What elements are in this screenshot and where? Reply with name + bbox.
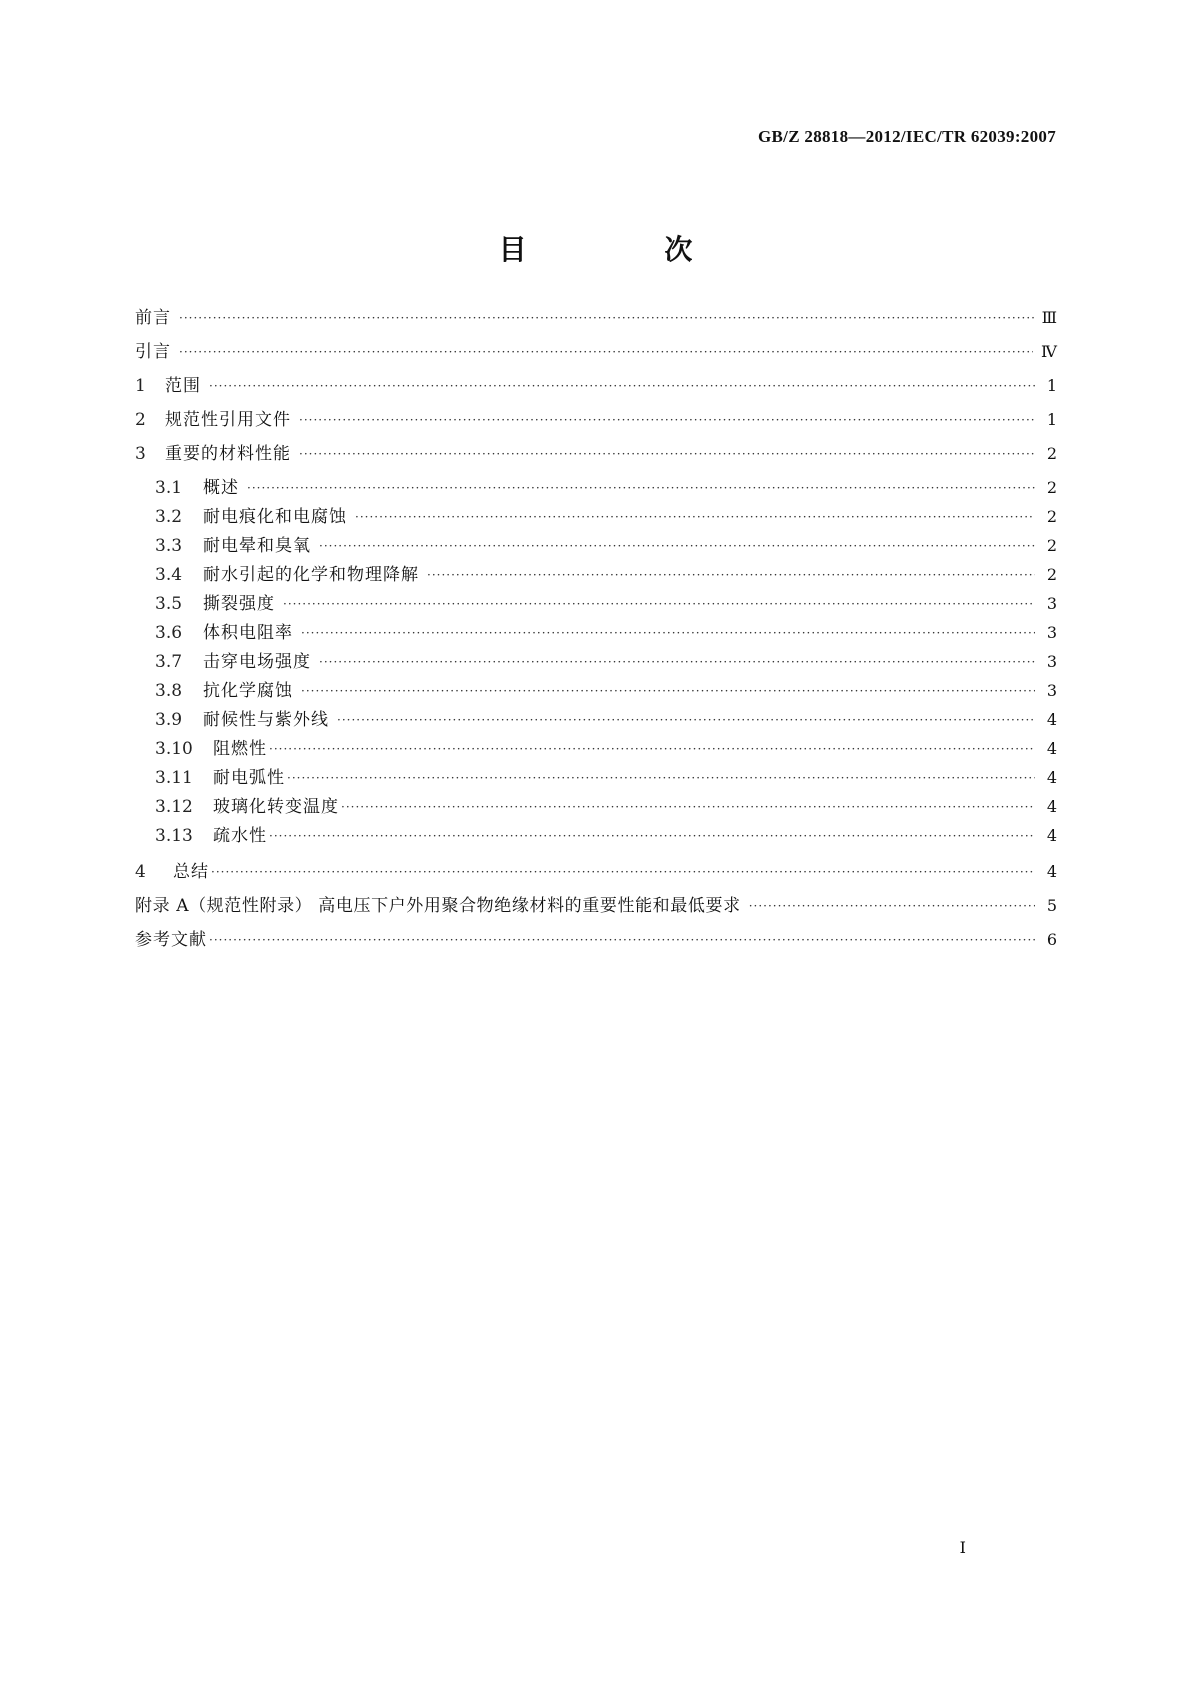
toc-entry-page: 4: [1046, 797, 1057, 816]
toc-leader-dots: [283, 592, 1035, 616]
toc-entry-label: 体积电阻率: [203, 623, 293, 643]
toc-entry-label: 概述: [203, 478, 239, 498]
toc-entry-page: 2: [1046, 478, 1057, 497]
toc-leader-dots: [209, 374, 1035, 398]
toc-entry-number: 3: [135, 444, 146, 464]
toc-entry-4[interactable]: [135, 860, 1057, 884]
toc-entry-number: 3.12: [155, 797, 193, 817]
toc-entry-label: 前言: [135, 308, 171, 328]
toc-entry-2[interactable]: [135, 408, 1057, 432]
toc-entry-page: 4: [1046, 768, 1057, 787]
toc-entry-page: 3: [1046, 681, 1057, 700]
toc-entry-label: 耐电晕和臭氧: [203, 536, 311, 556]
toc-entry-label: 击穿电场强度: [203, 652, 311, 672]
toc-entry-foreword[interactable]: [135, 306, 1057, 330]
toc-entry-number: 3.9: [155, 710, 183, 730]
toc-entry-3-1[interactable]: [155, 476, 1057, 500]
toc-leader-dots: [301, 679, 1035, 703]
toc-leader-dots: [287, 766, 1035, 790]
toc-entry-page: 1: [1046, 410, 1057, 429]
toc-entry-page: Ⅳ: [1041, 342, 1057, 361]
toc-entry-3-2[interactable]: [155, 505, 1057, 529]
toc-entry-page: 2: [1046, 565, 1057, 584]
toc-entry-label: 耐电痕化和电腐蚀: [203, 507, 347, 527]
toc-entry-page: 4: [1046, 739, 1057, 758]
toc-entry-page: 4: [1046, 826, 1057, 845]
toc-entry-page: 2: [1046, 536, 1057, 555]
toc-entry-page: Ⅲ: [1041, 308, 1057, 327]
toc-leader-dots: [269, 737, 1035, 761]
toc-leader-dots: [209, 928, 1035, 952]
toc-entry-3-4[interactable]: [155, 563, 1057, 587]
toc-entry-number: 3.3: [155, 536, 183, 556]
toc-entry-label: 规范性引用文件: [165, 410, 291, 430]
toc-entry-label: 参考文献: [135, 930, 207, 950]
toc-entry-1[interactable]: [135, 374, 1057, 398]
toc-leader-dots: [269, 824, 1035, 848]
toc-entry-number: 3.4: [155, 565, 183, 585]
toc-entry-3-6[interactable]: [155, 621, 1057, 645]
toc-entry-label: 附录 A（规范性附录） 高电压下户外用聚合物绝缘材料的重要性能和最低要求: [135, 896, 741, 916]
toc-leader-dots: [355, 505, 1035, 529]
toc-entry-label: 疏水性: [213, 826, 267, 846]
toc-entry-page: 4: [1046, 862, 1057, 881]
toc-entry-page: 2: [1046, 444, 1057, 463]
toc-entry-label: 耐电弧性: [213, 768, 285, 788]
toc-entry-page: 6: [1046, 930, 1057, 949]
toc-entry-3-11[interactable]: [155, 766, 1057, 790]
toc-entry-3-8[interactable]: [155, 679, 1057, 703]
toc-entry-number: 3.13: [155, 826, 193, 846]
toc-entry-page: 2: [1046, 507, 1057, 526]
toc-entry-number: 3.7: [155, 652, 183, 672]
toc-leader-dots: [319, 650, 1035, 674]
toc-leader-dots: [179, 340, 1033, 364]
toc-leader-dots: [179, 306, 1034, 330]
page-number: I: [959, 1538, 966, 1557]
toc-entry-annex-a[interactable]: [135, 894, 1057, 918]
standard-number-header: GB/Z 28818—2012/IEC/TR 62039:2007: [758, 127, 1056, 146]
toc-entry-number: 1: [135, 376, 146, 396]
toc-title: 目 次: [498, 233, 757, 266]
toc-entry-label: 撕裂强度: [203, 594, 275, 614]
toc-entry-introduction[interactable]: [135, 340, 1057, 364]
toc-entry-page: 1: [1046, 376, 1057, 395]
toc-entry-3-5[interactable]: [155, 592, 1057, 616]
toc-entry-page: 4: [1046, 710, 1057, 729]
toc-leader-dots: [749, 894, 1035, 918]
toc-entry-label: 玻璃化转变温度: [213, 797, 339, 817]
toc-entry-label: 耐水引起的化学和物理降解: [203, 565, 419, 585]
toc-entry-label: 引言: [135, 342, 171, 362]
toc-entry-number: 4: [135, 862, 146, 882]
toc-entry-3-9[interactable]: [155, 708, 1057, 732]
toc-entry-page: 3: [1046, 594, 1057, 613]
toc-leader-dots: [341, 795, 1035, 819]
toc-entry-number: 2: [135, 410, 146, 430]
toc-entry-bibliography[interactable]: [135, 928, 1057, 952]
toc-leader-dots: [301, 621, 1035, 645]
toc-entry-number: 3.11: [155, 768, 193, 788]
toc-entry-3-12[interactable]: [155, 795, 1057, 819]
toc-entry-number: 3.1: [155, 478, 183, 498]
toc-entry-3[interactable]: [135, 442, 1057, 466]
toc-leader-dots: [299, 442, 1035, 466]
toc-entry-label: 阻燃性: [213, 739, 267, 759]
toc-entry-3-10[interactable]: [155, 737, 1057, 761]
toc-entry-number: 3.10: [155, 739, 193, 759]
toc-entry-page: 3: [1046, 652, 1057, 671]
toc-leader-dots: [337, 708, 1035, 732]
toc-entry-3-3[interactable]: [155, 534, 1057, 558]
toc-entry-label: 范围: [165, 376, 201, 396]
toc-leader-dots: [247, 476, 1035, 500]
toc-entry-label: 总结: [173, 862, 209, 882]
toc-entry-page: 5: [1046, 896, 1057, 915]
toc-leader-dots: [211, 860, 1035, 884]
toc-entry-3-13[interactable]: [155, 824, 1057, 848]
toc-entry-number: 3.6: [155, 623, 183, 643]
toc-entry-page: 3: [1046, 623, 1057, 642]
toc-entry-label: 重要的材料性能: [165, 444, 291, 464]
toc-entry-3-7[interactable]: [155, 650, 1057, 674]
toc-entry-number: 3.2: [155, 507, 183, 527]
toc-entry-label: 耐候性与紫外线: [203, 710, 329, 730]
toc-leader-dots: [299, 408, 1035, 432]
toc-leader-dots: [427, 563, 1035, 587]
toc-leader-dots: [319, 534, 1035, 558]
toc-entry-number: 3.5: [155, 594, 183, 614]
toc-entry-number: 3.8: [155, 681, 183, 701]
toc-entry-label: 抗化学腐蚀: [203, 681, 293, 701]
